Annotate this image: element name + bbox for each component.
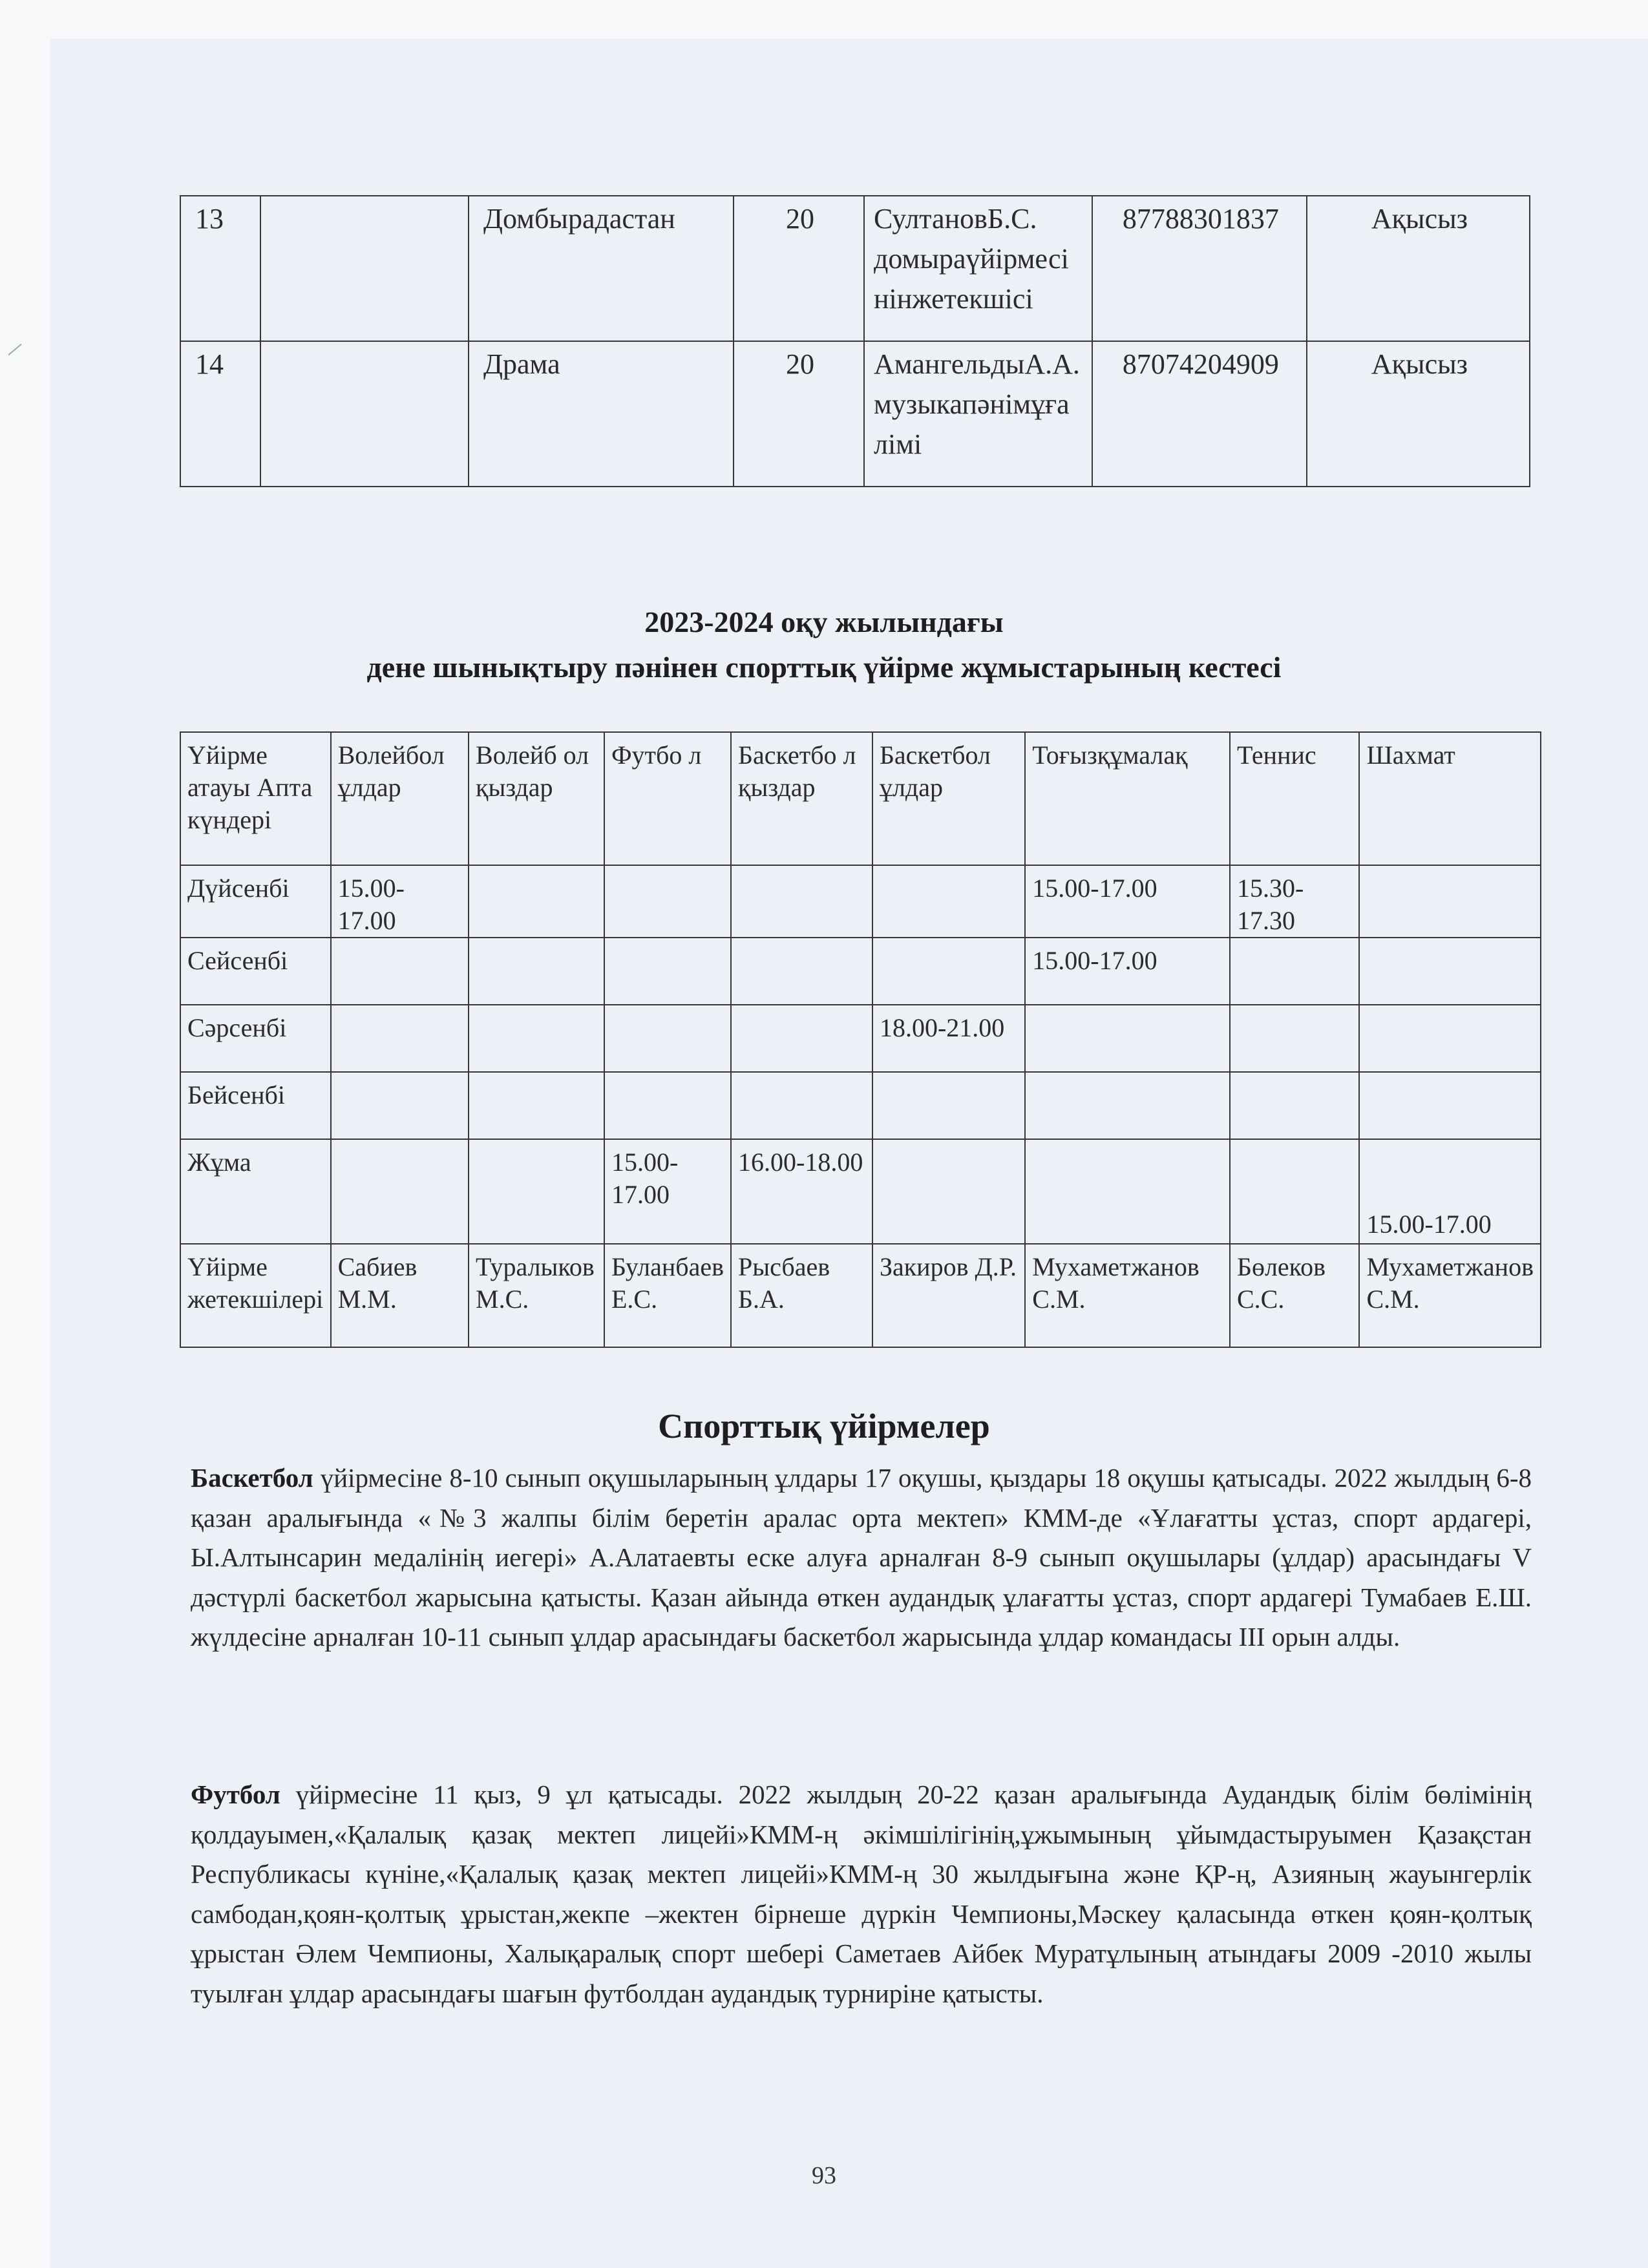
schedule-header-row <box>180 732 1541 865</box>
day-label: Дүйсенбі <box>180 865 331 938</box>
time-cell <box>469 938 604 1005</box>
club-name: Драма <box>469 341 734 487</box>
time-cell <box>604 938 731 1005</box>
phone-number: 87074204909 <box>1092 341 1307 487</box>
table-row <box>180 341 1530 487</box>
football-lead: Футбол <box>191 1780 280 1809</box>
header-cell: Тоғызқұмалақ <box>1025 732 1230 865</box>
time-cell <box>604 1005 731 1072</box>
time-cell <box>331 1005 469 1072</box>
time-cell <box>731 1005 872 1072</box>
header-cell: Волейбол ұлдар <box>331 732 469 865</box>
time-cell <box>1359 865 1541 938</box>
time-cell: 15.30-17.30 <box>1230 865 1359 938</box>
time-cell <box>872 1139 1025 1244</box>
time-cell <box>331 938 469 1005</box>
time-cell <box>469 865 604 938</box>
day-label: Бейсенбі <box>180 1072 331 1139</box>
leader-name: Буланбаев Е.С. <box>604 1244 731 1347</box>
time-cell <box>872 938 1025 1005</box>
basketball-paragraph <box>191 1458 1532 1657</box>
time-cell: 15.00-17.00 <box>1025 865 1230 938</box>
fee-status: Ақысыз <box>1307 341 1530 487</box>
row-number: 14 <box>180 341 260 487</box>
time-cell <box>469 1139 604 1244</box>
time-cell <box>604 865 731 938</box>
header-cell: Баскетбо л қыздар <box>731 732 872 865</box>
header-cell: Волейб ол қыздар <box>469 732 604 865</box>
time-cell <box>1025 1139 1230 1244</box>
football-text: үйірмесіне 11 қыз, 9 ұл қатысады. 2022 жылдың 20-22 қазан аралығында Аудандық білім бөлімінің қолдауымен,«Қалалық қазақ мектеп лицейі»КММ-ң әкімшілігінің,ұжымының ұйымдастыруымен Қазақстан Республикасы күніне,«Қалалық қазақ мектеп лицейі»КММ-ң 30 жылдығына және ҚР-ң, Азияның жауынгерлік самбодан,қоян-қолтық ұрыстан,жекпе –жектен бірнеше дүркін Чемпионы,Мәскеу қаласында өткен қоян-қолтық ұрыстан Әлем Чемпионы, Халықаралық спорт шебері Саметаев Айбек Муратұлының атындағы 2009 -2010 жылы туылған ұлдар арасындағы шағын футболдан аудандық турниріне қатысты. <box>191 1780 1532 2008</box>
sports-schedule-table <box>180 731 1541 1348</box>
phone-number: 87788301837 <box>1092 196 1307 341</box>
basketball-text: үйірмесіне 8-10 сынып оқушыларының ұлдары 17 оқушы, қыздары 18 оқушы қатысады. 2022 жылдың 6-8 қазан аралығында «№3 жалпы білім беретін аралас орта мектеп» КММ-де «Ұлағатты ұстаз, спорт ардагері, Ы.Алтынсарин медалінің иегері» А.Алатаевты еске алуға арналған 8-9 сынып оқушылары (ұлдар) арасындағы V дәстүрлі баскетбол жарысына қатысты. Қазан айында өткен аудандық ұлағатты ұстаз, спорт ардагері Тумабаев Е.Ш. жүлдесіне арналған 10-11 сынып ұлдар арасындағы баскетбол жарысында ұлдар командасы ІІІ орын алды. <box>191 1463 1532 1652</box>
time-cell <box>331 1139 469 1244</box>
time-cell <box>469 1005 604 1072</box>
empty-cell <box>260 341 469 487</box>
time-cell <box>1230 938 1359 1005</box>
time-cell <box>731 865 872 938</box>
time-cell <box>1230 1005 1359 1072</box>
football-paragraph <box>191 1775 1532 2013</box>
club-name: Домбырадастан <box>469 196 734 341</box>
page-number: 93 <box>812 2162 836 2189</box>
scan-artifact <box>8 344 21 355</box>
table-row <box>180 196 1530 341</box>
leader-name: Туралыков М.С. <box>469 1244 604 1347</box>
time-cell: 15.00-17.00 <box>1025 938 1230 1005</box>
time-cell: 16.00-18.00 <box>731 1139 872 1244</box>
time-cell <box>1359 938 1541 1005</box>
day-label: Сәрсенбі <box>180 1005 331 1072</box>
day-label: Жұма <box>180 1139 331 1244</box>
basketball-lead: Баскетбол <box>191 1463 313 1493</box>
leaders-label: Үйірме жетекшілері <box>180 1244 331 1347</box>
leader-name: Сабиев М.М. <box>331 1244 469 1347</box>
time-cell <box>1230 1072 1359 1139</box>
time-cell: 15.00-17.00 <box>331 865 469 938</box>
header-cell: Теннис <box>1230 732 1359 865</box>
section-heading: Спорттық үйірмелер <box>658 1407 990 1445</box>
time-cell: 15.00-17.00 <box>604 1139 731 1244</box>
leader-name: Закиров Д.Р. <box>872 1244 1025 1347</box>
leader-name: Мухаметжанов С.М. <box>1025 1244 1230 1347</box>
leader-name: Рысбаев Б.А. <box>731 1244 872 1347</box>
time-cell <box>731 1072 872 1139</box>
schedule-row-thursday <box>180 1072 1541 1139</box>
clubs-table <box>180 195 1530 487</box>
header-cell: Футбо л <box>604 732 731 865</box>
time-cell <box>1230 1139 1359 1244</box>
schedule-row-wednesday <box>180 1005 1541 1072</box>
row-number: 13 <box>180 196 260 341</box>
schedule-leaders-row <box>180 1244 1541 1347</box>
schedule-title-line-2: дене шынықтыру пәнінен спорттық үйірме жұмыстарының кестесі <box>366 651 1282 684</box>
time-cell <box>872 1072 1025 1139</box>
time-cell: 18.00-21.00 <box>872 1005 1025 1072</box>
time-cell: 15.00-17.00 <box>1359 1139 1541 1244</box>
time-cell <box>469 1072 604 1139</box>
header-cell: Баскетбол ұлдар <box>872 732 1025 865</box>
header-cell: Шахмат <box>1359 732 1541 865</box>
time-cell <box>1359 1072 1541 1139</box>
empty-cell <box>260 196 469 341</box>
leader-name: Мухаметжанов С.М. <box>1359 1244 1541 1347</box>
time-cell <box>1025 1072 1230 1139</box>
time-cell <box>604 1072 731 1139</box>
club-leader: АмангельдыА.А. музыкапәнімұға лімі <box>864 341 1092 487</box>
schedule-row-tuesday <box>180 938 1541 1005</box>
club-leader: СултановБ.С. домыраүйірмесі нінжетекшісі <box>864 196 1092 341</box>
header-cell: Үйірме атауы Апта күндері <box>180 732 331 865</box>
student-count: 20 <box>734 196 864 341</box>
time-cell <box>1025 1005 1230 1072</box>
schedule-row-friday <box>180 1139 1541 1244</box>
time-cell <box>331 1072 469 1139</box>
fee-status: Ақысыз <box>1307 196 1530 341</box>
day-label: Сейсенбі <box>180 938 331 1005</box>
schedule-title-line-1: 2023-2024 оқу жылындағы <box>644 605 1004 638</box>
leader-name: Бөлеков С.С. <box>1230 1244 1359 1347</box>
time-cell <box>872 865 1025 938</box>
schedule-row-monday <box>180 865 1541 938</box>
time-cell <box>731 938 872 1005</box>
student-count: 20 <box>734 341 864 487</box>
time-cell <box>1359 1005 1541 1072</box>
